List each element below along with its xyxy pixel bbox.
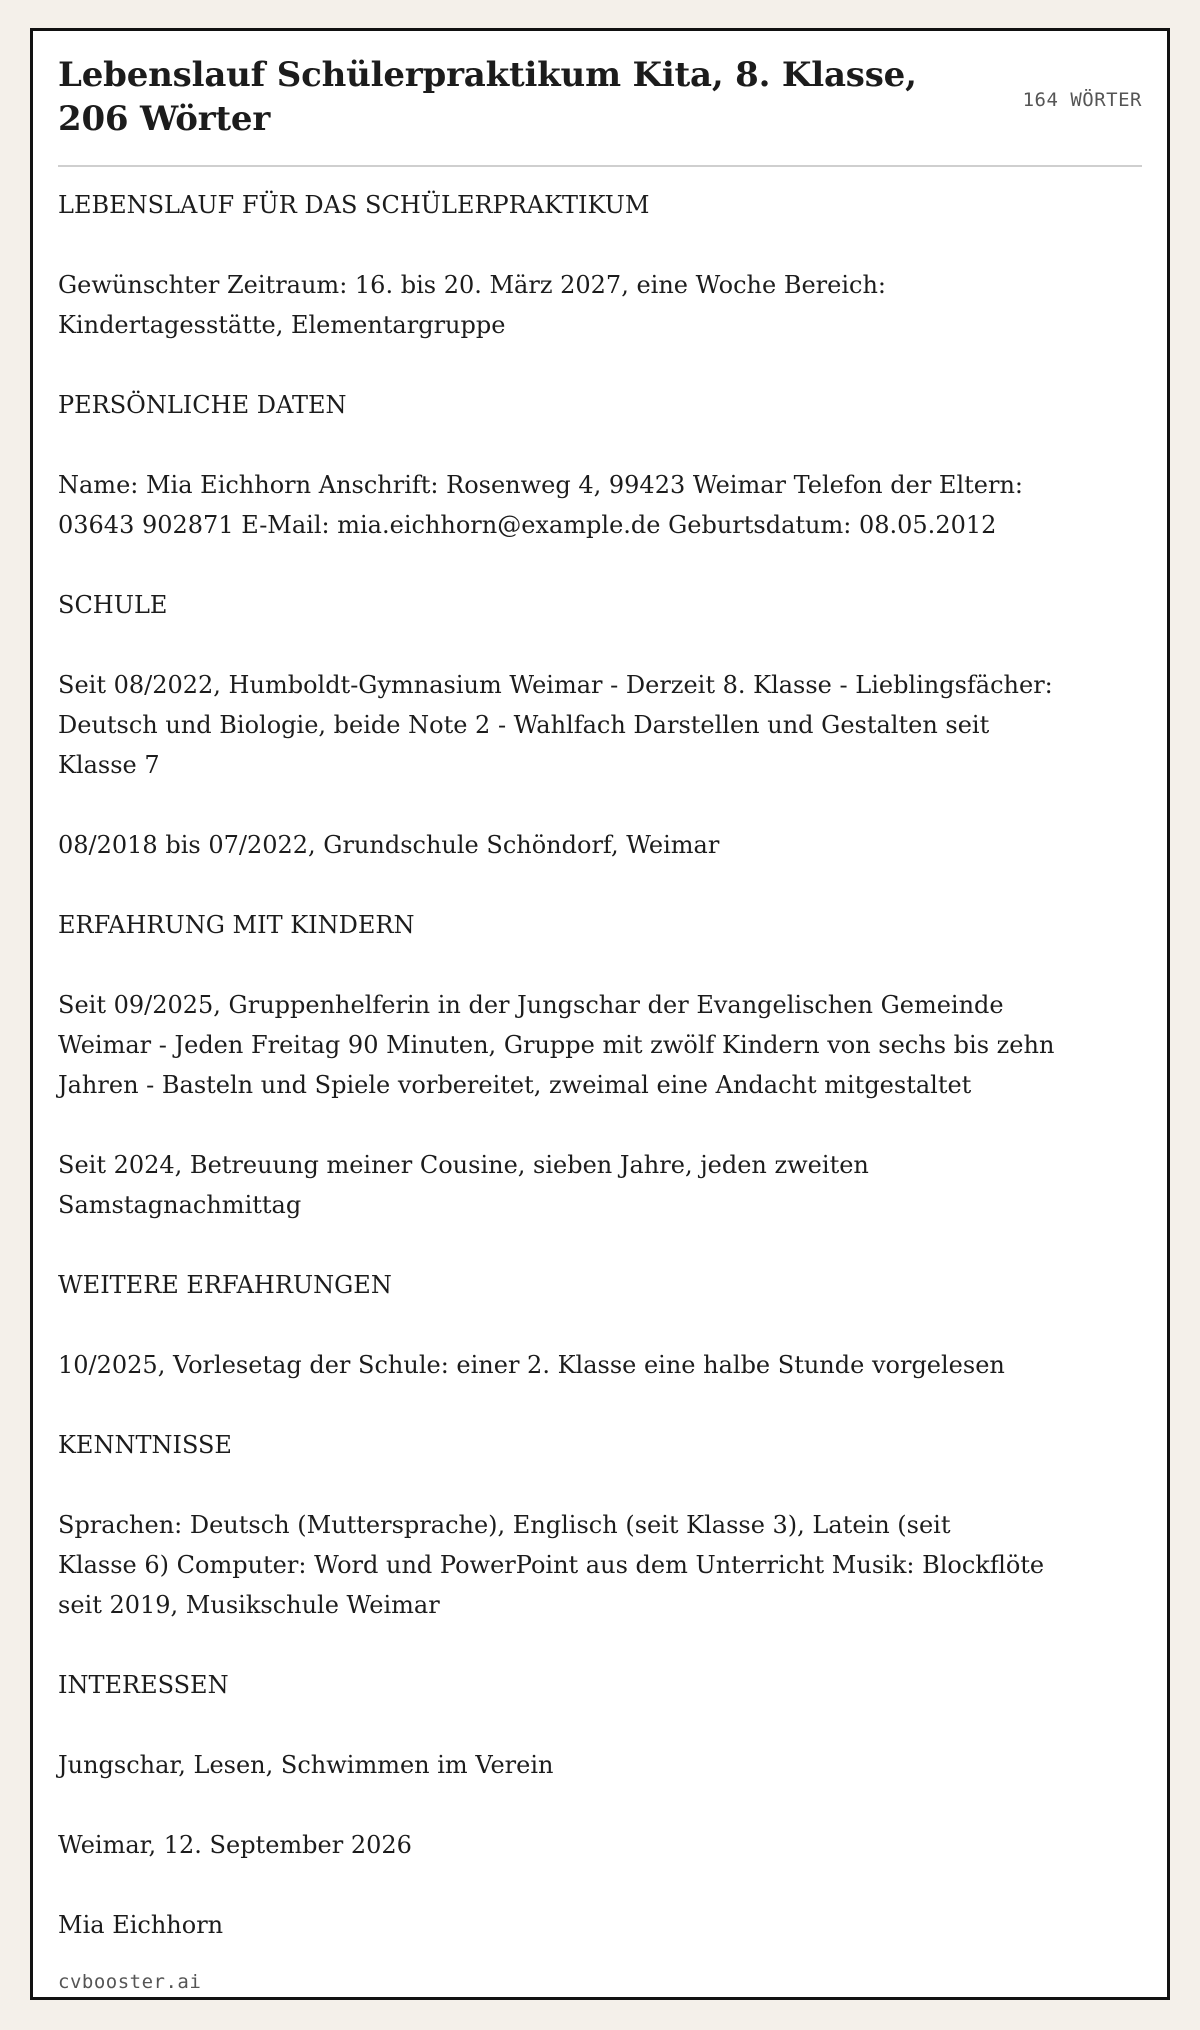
document-card (30, 28, 1170, 2000)
footer-brand: cvbooster.ai (58, 1971, 202, 1993)
paragraph: Seit 08/2022, Humboldt-Gymnasium Weimar - Derzeit 8. Klasse - Lieblingsfächer: Deutsch und Biologie, beide Note 2 - Wahlfach Darstellen und Gestalten seit Klasse 7 (58, 671, 1053, 779)
paragraph: Mia Eichhorn (58, 1911, 224, 1939)
section-heading: PERSÖNLICHE DATEN (58, 391, 347, 419)
paragraph: Seit 09/2025, Gruppenhelferin in der Jungschar der Evangelischen Gemeinde Weimar - Jeden Freitag 90 Minuten, Gruppe mit zwölf Kindern von sechs bis zehn Jahren - Basteln und Spiele vorbereitet, zweimal eine Andacht mitgestaltet (58, 991, 1055, 1099)
paragraph: Weimar, 12. September 2026 (58, 1831, 412, 1859)
section-heading: ERFAHRUNG MIT KINDERN (58, 911, 415, 939)
paragraph: Gewünschter Zeitraum: 16. bis 20. März 2027, eine Woche Bereich: Kindertagesstätte, Elementargruppe (58, 271, 887, 339)
paragraph: 08/2018 bis 07/2022, Grundschule Schöndorf, Weimar (58, 831, 720, 859)
section-heading: LEBENSLAUF FÜR DAS SCHÜLERPRAKTIKUM (58, 191, 650, 219)
paragraph: Name: Mia Eichhorn Anschrift: Rosenweg 4, 99423 Weimar Telefon der Eltern: 03643 902871 E-Mail: mia.eichhorn@example.de Geburtsdatum: 08.05.2012 (58, 471, 1023, 539)
section-heading: KENNTNISSE (58, 1431, 232, 1459)
paragraph: Seit 2024, Betreuung meiner Cousine, sieben Jahre, jeden zweiten Samstagnachmittag (58, 1151, 869, 1219)
document-title: Lebenslauf Schülerpraktikum Kita, 8. Klasse, 206 Wörter (58, 55, 917, 139)
section-heading: INTERESSEN (58, 1671, 229, 1699)
section-heading: WEITERE ERFAHRUNGEN (58, 1271, 392, 1299)
section-heading: SCHULE (58, 591, 168, 619)
document-body (58, 167, 1058, 1945)
word-count-label: 164 WÖRTER (1022, 89, 1142, 111)
paragraph: 10/2025, Vorlesetag der Schule: einer 2. Klasse eine halbe Stunde vorgelesen (58, 1351, 1005, 1379)
paragraph: Sprachen: Deutsch (Muttersprache), Englisch (seit Klasse 3), Latein (seit Klasse 6) Computer: Word und PowerPoint aus dem Unterricht Musik: Blockflöte seit 2019, Musikschule Weimar (58, 1511, 1045, 1619)
document-header (58, 53, 1142, 167)
paragraph: Jungschar, Lesen, Schwimmen im Verein (58, 1751, 554, 1779)
